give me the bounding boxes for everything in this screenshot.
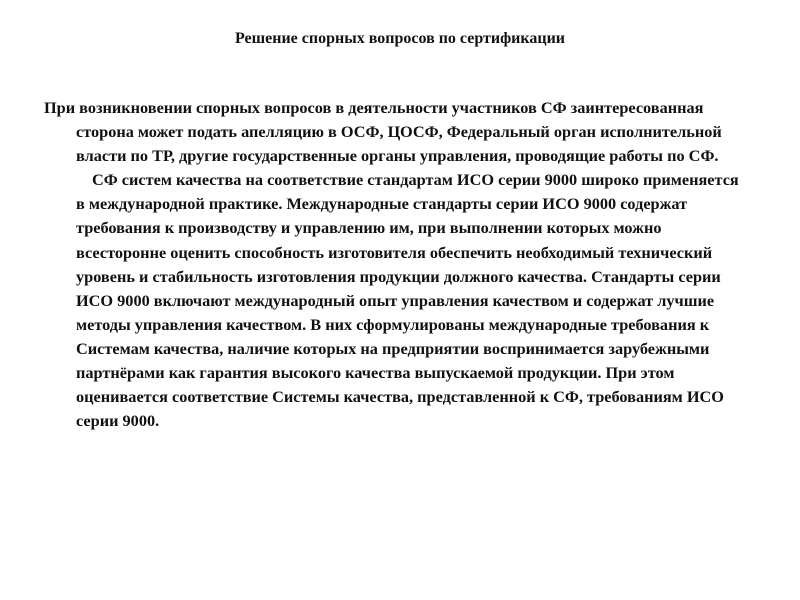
paragraph-iso-9000: СФ систем качества на соответствие стандартам ИСО серии 9000 широко применяется в международной практике. Международные стандарты серии ИСО 9000 содержат требования к производству и управлению им, при выполнении которых можно всесторонне оценить способность изготовителя обеспечить необходимый технический уровень и стабильность изготовления продукции должного качества. Стандарты серии ИСО 9000 включают международный опыт управления качеством и содержат лучшие методы управления качеством. В них сформулированы международные требования к Системам качества, наличие которых на предприятии воспринимается зарубежными партнёрами как гарантия высокого качества выпускаемой продукции. При этом оценивается соответствие Системы качества, представленной к СФ, требованиям ИСО серии 9000. [76,170,739,431]
slide-title: Решение спорных вопросов по сертификации [234,30,566,47]
paragraph-appeals: При возникновении спорных вопросов в деятельности участников СФ заинтересованная сторона может подать апелляцию в ОСФ, ЦОСФ, Федеральный орган исполнительной власти по ТР, другие государственные органы управления, проводящие работы по СФ. [44,98,722,166]
slide-body [44,96,749,433]
